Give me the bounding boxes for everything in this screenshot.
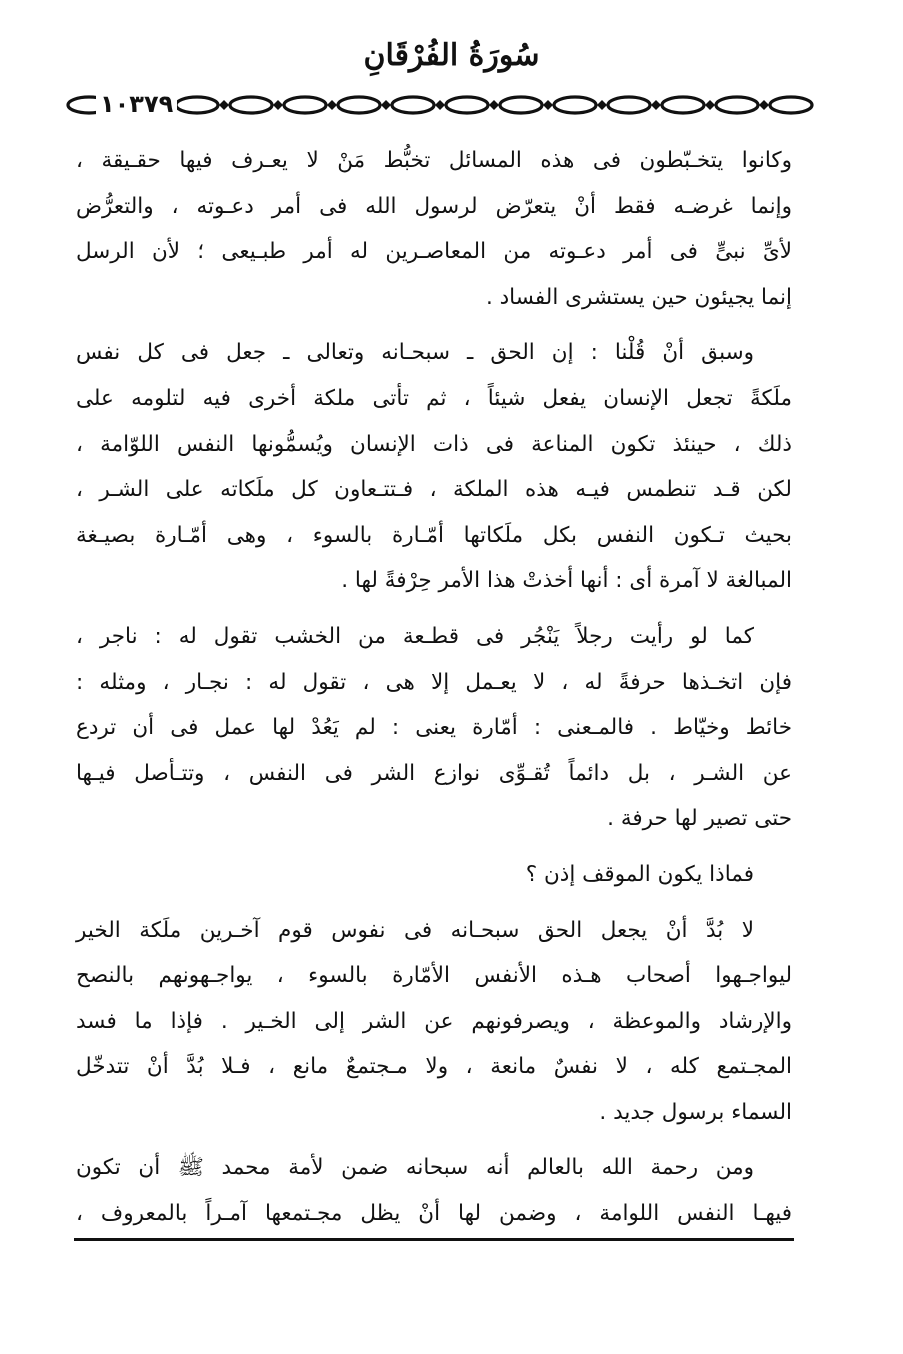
chain-diamond bbox=[435, 100, 445, 110]
chain-diamond bbox=[759, 100, 769, 110]
paragraph-5 bbox=[76, 908, 792, 1136]
text-line: وسبق أنْ قُلْنا : إن الحق ـ سبحـانه وتعالى ـ جعل فى كل نفس bbox=[76, 340, 754, 366]
paragraph-3 bbox=[76, 614, 792, 842]
text-line: كما لو رأيت رجلاً يَنْجُر فى قطـعة من الخشب تقول له : ناجر ، bbox=[76, 623, 754, 649]
text-line: وإنما غرضـه فقط أنْ يتعرّض لرسول الله فى أمر دعـوته ، والتعرُّض bbox=[76, 193, 792, 219]
chain-link bbox=[338, 97, 380, 113]
chain-link bbox=[500, 97, 542, 113]
text-line: حتى تصير لها حرفة . bbox=[607, 806, 792, 832]
chain-link bbox=[284, 97, 326, 113]
chain-diamond bbox=[381, 100, 391, 110]
chain-link bbox=[230, 97, 272, 113]
surah-title: سُورَةُ الفُرْقَانِ bbox=[363, 38, 540, 73]
text-line: عن الشـر ، بل دائماً تُقـوِّى نوازع الشر فى النفس ، وتتـأصل فيـها bbox=[76, 760, 792, 786]
paragraph-4 bbox=[76, 852, 792, 898]
chain-link bbox=[716, 97, 758, 113]
paragraph-2 bbox=[76, 330, 792, 604]
footer-rule bbox=[74, 1238, 794, 1241]
text-line: لكن قـد تنطمس فيـه هذه الملكة ، فـتتـعاون كل ملَكاته على الشـر ، bbox=[76, 477, 792, 503]
chain-diamond bbox=[705, 100, 715, 110]
text-line: فيهـا النفس اللوامة ، وضمن لها أنْ يظل مجـتمعها آمـراً بالمعروف ، bbox=[76, 1201, 792, 1227]
chain-link bbox=[392, 97, 434, 113]
chain-link bbox=[608, 97, 650, 113]
chain-diamond bbox=[327, 100, 337, 110]
chain-diamond bbox=[273, 100, 283, 110]
chain-diamond bbox=[597, 100, 607, 110]
chain-diamond bbox=[219, 100, 229, 110]
text-line: وكانوا يتخـبّطون فى هذه المسائل تخبُّط مَنْ لا يعـرف فيها حقـيقة ، bbox=[76, 148, 792, 173]
text-line: لأىِّ نبىٍّ فى أمر دعـوته من المعاصـرين له أمر طبـيعى ؛ لأن الرسل bbox=[76, 239, 792, 265]
text-line: ذلك ، حينئذ تكون المناعة فى ذات الإنسان ويُسمُّونها النفس اللوّامة ، bbox=[76, 431, 792, 457]
chain-link bbox=[176, 97, 218, 113]
text-line: ليواجـهوا أصحاب هـذه الأنفس الأمّارة بالسوء ، يواجـهونهم بالنصح bbox=[76, 963, 792, 989]
chain-link bbox=[446, 97, 488, 113]
chain-diamond bbox=[543, 100, 553, 110]
text-line: ومن رحمة الله بالعالم أنه سبحانه ضمن لأمة محمد ﷺ أن تكون bbox=[76, 1155, 754, 1181]
chain-diamond bbox=[489, 100, 499, 110]
text-line: فماذا يكون الموقف إذن ؟ bbox=[525, 861, 754, 887]
body-text bbox=[76, 138, 792, 1247]
text-line: المجـتمع كله ، لا نفسٌ مانعة ، ولا مـجتمعٌ مانع ، فـلا بُدَّ أنْ تتدخّل bbox=[76, 1054, 792, 1080]
paragraph-6 bbox=[76, 1145, 792, 1236]
text-line: السماء برسول جديد . bbox=[599, 1099, 792, 1125]
chain-link bbox=[662, 97, 704, 113]
chain-diamond bbox=[651, 100, 661, 110]
chain-link bbox=[770, 97, 812, 113]
text-line: فإن اتخـذها حرفةً له ، لا يعـمل إلا هى ، تقول له : نجـار ، ومثله : bbox=[76, 669, 792, 695]
text-line: لا بُدَّ أنْ يجعل الحق سبحـانه فى نفوس قوم آخـرين ملَكة الخير bbox=[76, 917, 754, 943]
text-line: والإرشاد والموعظة ، ويصرفونهم عن الشر إلى الخـير . فإذا ما فسد bbox=[76, 1008, 792, 1034]
paragraph-1 bbox=[76, 138, 792, 320]
text-line: ملَكةً تجعل الإنسان يفعل شيئاً ، ثم تأتى ملكة أخرى فيه لتلومه على bbox=[76, 385, 792, 411]
text-line: المبالغة لا آمرة أى : أنها أخذتْ هذا الأمر حِرْفةً لها . bbox=[341, 568, 792, 594]
text-line: بحيث تـكون النفس بكل ملَكاتها أمّـارة بالسوء ، وهى أمّـارة بصيـغة bbox=[76, 522, 792, 548]
text-line: خائط وخيّاط . فالمـعنى : أمّارة يعنى : لم يَعُدْ لها عمل فى أن تردع bbox=[76, 715, 792, 741]
page-number: ١٠٣٧٩ bbox=[96, 90, 177, 118]
text-line: إنما يجيئون حين يستشرى الفساد . bbox=[485, 284, 792, 310]
chain-link bbox=[554, 97, 596, 113]
